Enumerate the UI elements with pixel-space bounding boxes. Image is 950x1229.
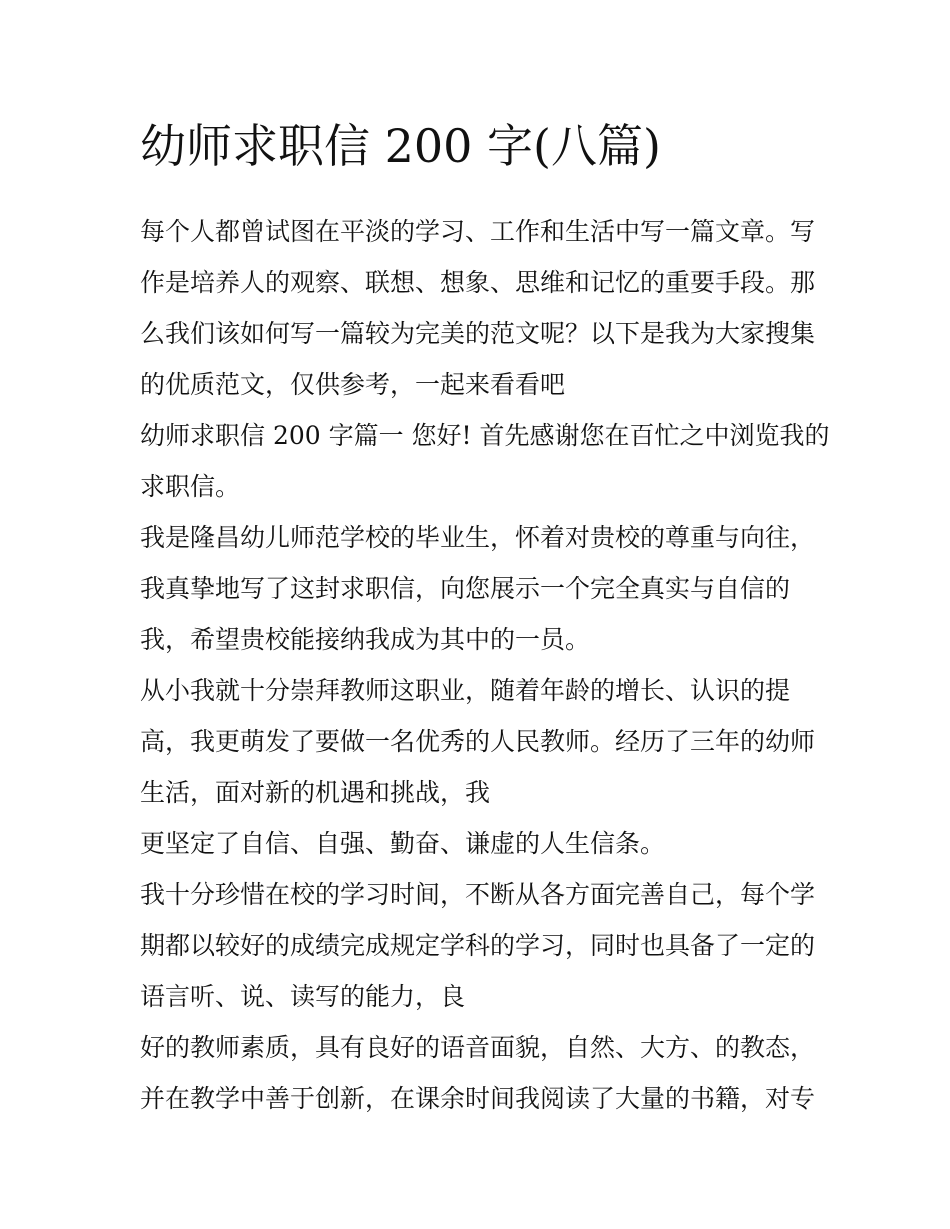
text-line: 我，希望贵校能接纳我成为其中的一员。 <box>140 625 591 654</box>
text-line: 高，我更萌发了要做一名优秀的人民教师。经历了三年的幼师 <box>140 727 816 756</box>
document-title: 幼师求职信 200 字(八篇) <box>140 119 661 173</box>
text-line: 生活，面对新的机遇和挑战，我 <box>140 778 491 807</box>
text-line: 我是隆昌幼儿师范学校的毕业生，怀着对贵校的尊重与向往， <box>140 523 816 552</box>
text-line: 作是培养人的观察、联想、想象、思维和记忆的重要手段。那 <box>140 268 816 297</box>
text-line: 的优质范文，仅供参考，一起来看看吧 <box>140 370 566 399</box>
text-line: 幼师求职信 200 字篇一 您好! 首先感谢您在百忙之中浏览我的 <box>140 421 830 450</box>
document-body <box>140 206 830 1124</box>
text-line: 并在教学中善于创新，在课余时间我阅读了大量的书籍，对专 <box>140 1084 816 1113</box>
text-line: 期都以较好的成绩完成规定学科的学习，同时也具备了一定的 <box>140 931 816 960</box>
text-line: 好的教师素质，具有良好的语音面貌，自然、大方、的教态， <box>140 1033 816 1062</box>
text-line: 求职信。 <box>140 472 241 501</box>
text-line: 从小我就十分崇拜教师这职业，随着年龄的增长、认识的提 <box>140 676 791 705</box>
text-line: 更坚定了自信、自强、勤奋、谦虚的人生信条。 <box>140 829 666 858</box>
text-line: 我真挚地写了这封求职信，向您展示一个完全真实与自信的 <box>140 574 791 603</box>
document-page <box>140 112 830 1124</box>
text-line: 么我们该如何写一篇较为完美的范文呢？以下是我为大家搜集 <box>140 319 816 348</box>
text-line: 语言听、说、读写的能力，良 <box>140 982 466 1011</box>
text-line: 每个人都曾试图在平淡的学习、工作和生活中写一篇文章。写 <box>140 217 816 246</box>
text-line: 我十分珍惜在校的学习时间，不断从各方面完善自己，每个学 <box>140 880 816 909</box>
